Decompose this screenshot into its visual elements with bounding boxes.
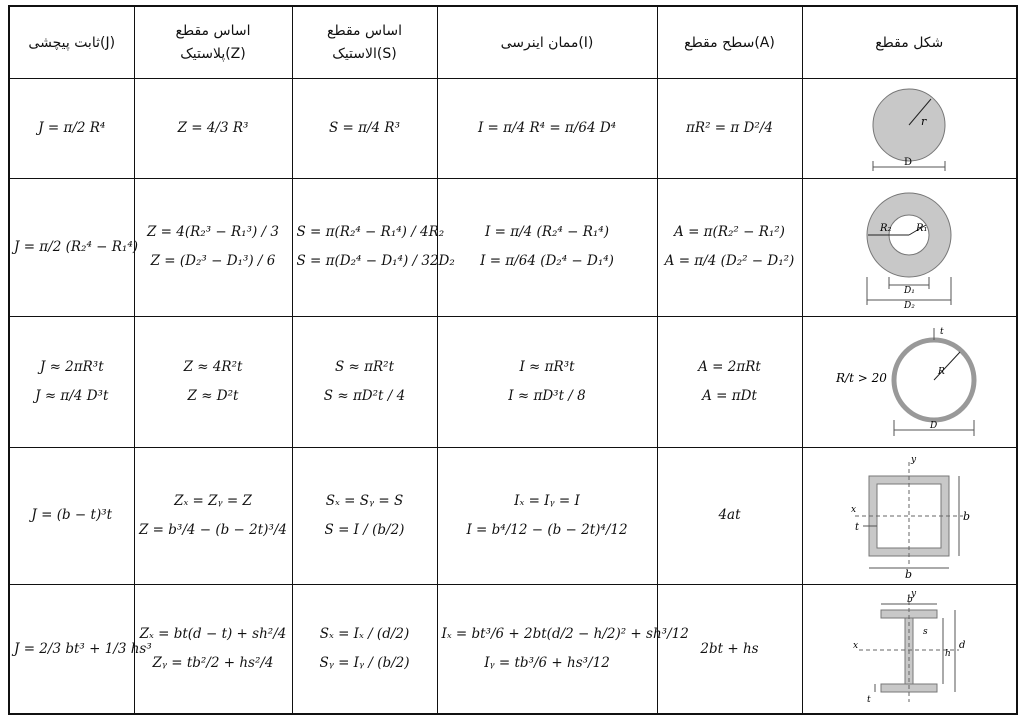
svg-text:y: y <box>911 454 917 465</box>
svg-text:s: s <box>923 627 928 638</box>
svg-text:t: t <box>940 326 944 337</box>
inertia-cell: Iₓ = bt³/6 + 2bt(d/2 − h/2)² + sh³/12 Iᵧ = tb³/6 + hs³/12 <box>437 585 657 714</box>
area-cell: A = 2πRt A = πDt <box>657 317 802 447</box>
svg-text:b: b <box>905 567 913 578</box>
elastic-cell: Sₓ = Iₓ / (d/2) Sᵧ = Iᵧ / (b/2) <box>292 585 437 714</box>
shape-cell <box>802 317 1017 447</box>
plastic-cell: Z = 4/3 R³ <box>134 79 292 178</box>
shape-cell <box>802 79 1017 178</box>
svg-text:D: D <box>904 156 913 168</box>
svg-text:D₂: D₂ <box>904 301 916 310</box>
svg-text:r: r <box>921 114 927 128</box>
header-inertia: ممان اینرسی(I) <box>437 6 657 79</box>
svg-text:b: b <box>907 595 914 606</box>
thin-tube-figure <box>834 324 984 440</box>
svg-text:R: R <box>938 366 946 377</box>
hollow-circle-figure <box>854 185 964 309</box>
shape-cell <box>802 178 1017 317</box>
table-row <box>9 79 1017 178</box>
solid-circle-figure <box>859 85 959 173</box>
square-tube-figure <box>839 454 979 578</box>
header-elastic-modulus: اساس مقطع الاستیک(S) <box>292 6 437 79</box>
table-row <box>9 447 1017 585</box>
svg-text:h: h <box>945 649 952 660</box>
torsion-cell: J = π/2 R⁴ <box>9 79 134 178</box>
elastic-cell: S ≈ πR²t S ≈ πD²t / 4 <box>292 317 437 447</box>
inertia-cell: I = π/4 R⁴ = π/64 D⁴ <box>437 79 657 178</box>
header-torsion: ثابت پیچشی(J) <box>9 6 134 79</box>
svg-text:x: x <box>853 641 859 652</box>
svg-text:d: d <box>959 640 966 652</box>
elastic-cell: S = π/4 R³ <box>292 79 437 178</box>
plastic-cell: Z ≈ 4R²t Z ≈ D²t <box>134 317 292 447</box>
svg-text:t: t <box>867 695 871 706</box>
torsion-cell: J = π/2 (R₂⁴ − R₁⁴) <box>9 178 134 317</box>
section-properties-table <box>8 5 1018 715</box>
svg-text:R₂: R₂ <box>880 223 892 235</box>
area-cell: 2bt + hs <box>657 585 802 714</box>
svg-text:b: b <box>963 509 971 523</box>
table-row <box>9 317 1017 447</box>
plastic-cell: Z = 4(R₂³ − R₁³) / 3 Z = (D₂³ − D₁³) / 6 <box>134 178 292 317</box>
shape-cell <box>802 585 1017 714</box>
torsion-cell: J = 2/3 bt³ + 1/3 hs³ <box>9 585 134 714</box>
torsion-cell: J ≈ 2πR³t J ≈ π/4 D³t <box>9 317 134 447</box>
svg-text:R₁: R₁ <box>916 223 928 235</box>
header-shape: شکل مقطع <box>802 6 1017 79</box>
header-area: سطح مقطع(A) <box>657 6 802 79</box>
i-beam-figure <box>839 590 979 708</box>
svg-text:D₁: D₁ <box>904 286 916 297</box>
header-row <box>9 6 1017 79</box>
elastic-cell: S = π(R₂⁴ − R₁⁴) / 4R₂ S = π(D₂⁴ − D₁⁴) / 32D₂ <box>292 178 437 317</box>
shape-cell <box>802 447 1017 585</box>
header-plastic-modulus: اساس مقطع پلاستیک(Z) <box>134 6 292 79</box>
svg-text:x: x <box>851 504 857 515</box>
svg-text:t: t <box>855 521 860 533</box>
inertia-cell: I = π/4 (R₂⁴ − R₁⁴) I = π/64 (D₂⁴ − D₁⁴) <box>437 178 657 317</box>
table-row <box>9 585 1017 714</box>
inertia-cell: I ≈ πR³t I ≈ πD³t / 8 <box>437 317 657 447</box>
svg-text:y: y <box>911 590 917 600</box>
table-row <box>9 178 1017 317</box>
plastic-cell: Zₓ = bt(d − t) + sh²/4 Zᵧ = tb²/2 + hs²/4 <box>134 585 292 714</box>
area-cell: πR² = π D²/4 <box>657 79 802 178</box>
inertia-cell: Iₓ = Iᵧ = I I = b⁴/12 − (b − 2t)⁴/12 <box>437 447 657 585</box>
svg-text:R/t > 20: R/t > 20 <box>836 370 888 385</box>
plastic-cell: Zₓ = Zᵧ = Z Z = b³/4 − (b − 2t)³/4 <box>134 447 292 585</box>
area-cell: 4at <box>657 447 802 585</box>
torsion-cell: J = (b − t)³t <box>9 447 134 585</box>
svg-text:D: D <box>930 420 938 431</box>
elastic-cell: Sₓ = Sᵧ = S S = I / (b/2) <box>292 447 437 585</box>
area-cell: A = π(R₂² − R₁²) A = π/4 (D₂² − D₁²) <box>657 178 802 317</box>
